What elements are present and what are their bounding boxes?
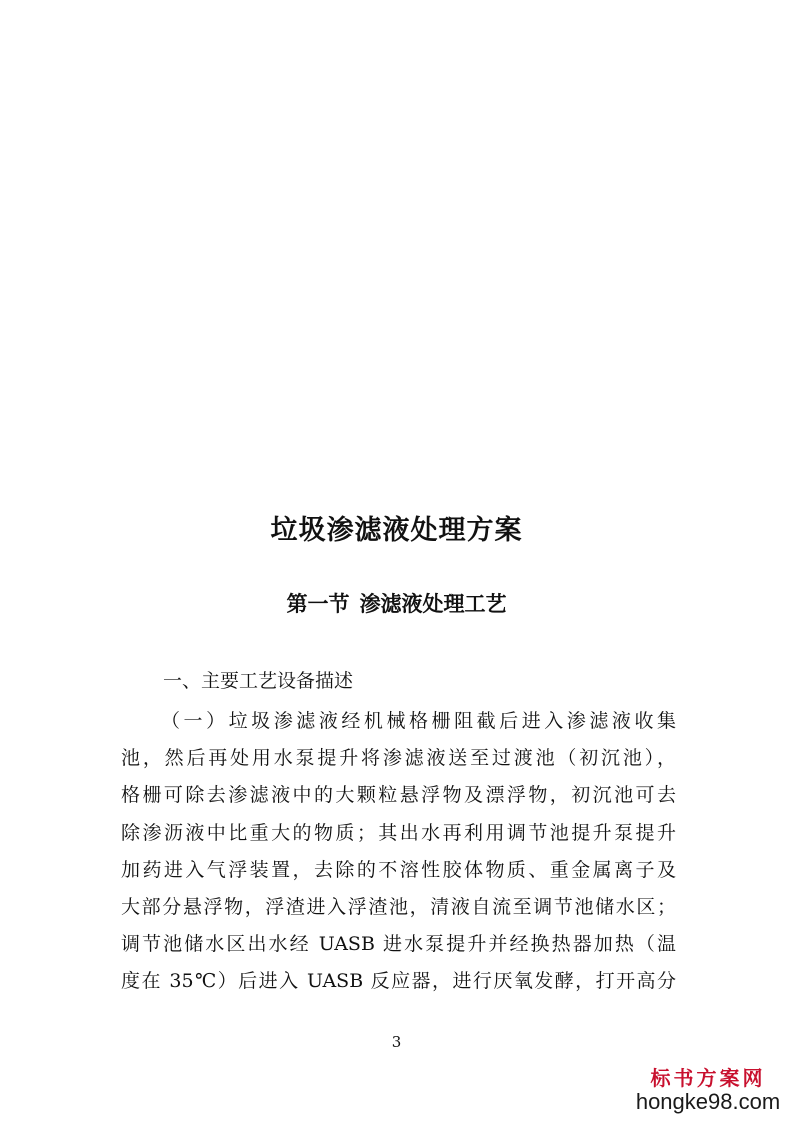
- watermark-logo: [633, 1066, 783, 1114]
- section-number: 第一节: [286, 591, 350, 616]
- watermark-site-name: 标书方案网: [650, 1066, 766, 1090]
- subheading: 一、主要工艺设备描述: [163, 670, 354, 692]
- paragraph-line: （一）垃圾渗滤液经机械格栅阻截后进入渗滤液收集: [161, 710, 676, 732]
- paragraph-line: 大部分悬浮物，浮渣进入浮渣池，清液自流至调节池储水区；: [121, 896, 676, 919]
- paragraph-line: 格栅可除去渗滤液中的大颗粒悬浮物及漂浮物，初沉池可去: [121, 784, 676, 807]
- paragraph-line: 除渗沥液中比重大的物质；其出水再利用调节池提升泵提升: [121, 821, 676, 844]
- watermark-url: hongke98.com: [635, 1089, 781, 1114]
- body-paragraph: [121, 703, 676, 1001]
- paragraph-line: 加药进入气浮装置，去除的不溶性胶体物质、重金属离子及: [121, 858, 676, 881]
- document-title: 垃圾渗滤液处理方案: [270, 515, 523, 546]
- page-number: 3: [391, 1033, 402, 1051]
- section-title: 渗滤液处理工艺: [359, 591, 507, 616]
- paragraph-line: 池，然后再处用水泵提升将渗滤液送至过渡池（初沉池），: [121, 747, 676, 770]
- paragraph-line: 度在 35℃）后进入 UASB 反应器，进行厌氧发酵，打开高分: [121, 970, 676, 993]
- section-heading: [0, 588, 793, 618]
- paragraph-line: 调节池储水区出水经 UASB 进水泵提升并经换热器加热（温: [121, 933, 676, 956]
